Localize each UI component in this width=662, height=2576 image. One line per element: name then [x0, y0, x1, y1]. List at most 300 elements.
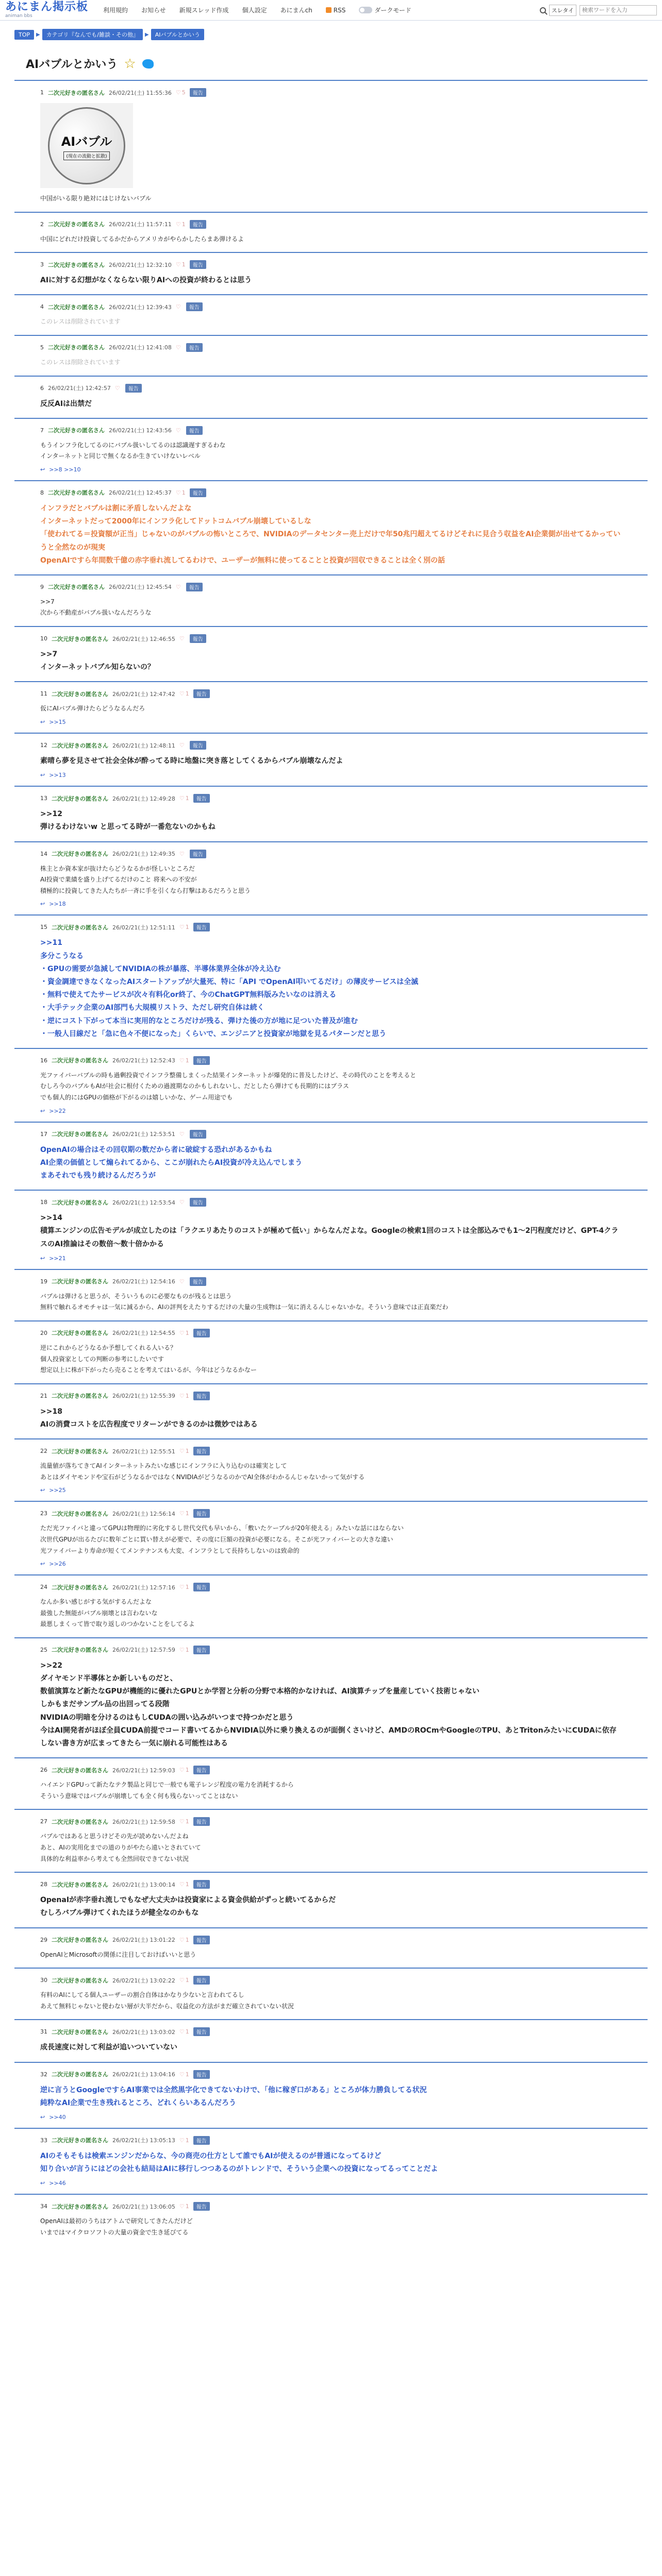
top-navigation	[0, 0, 662, 21]
post-author: 二次元好きの匿名さん	[52, 635, 108, 642]
like-count: 1	[185, 1767, 189, 1774]
image-subtitle: (現在の流動と拡散)	[63, 151, 109, 160]
like-button[interactable]	[115, 385, 121, 392]
post	[14, 914, 648, 1048]
post-body: ただ光ファイバと違ってGPUは物理的に劣化するし世代交代も早いから、「敷いたケーブルが20年使える」みたいな話にはならない 次世代GPUが出るたびに数年ごとに買い替えが必要で、その度に巨額の投資が必要になる。そこが光ファイバーとの大きな違い 光ファイバーより寿命が短くてメンテナンスも大変、インフラとして長持ちしないのは致命的	[40, 1524, 404, 1554]
reply-icon: ↩	[40, 772, 45, 779]
post-number[interactable]: 14	[40, 850, 47, 857]
post-header	[40, 1976, 622, 1985]
heart-icon: ♡	[175, 583, 181, 590]
heart-icon: ♡	[179, 1278, 185, 1285]
like-count: 1	[185, 1936, 189, 1943]
post-date: 26/02/21(土) 13:06:05	[112, 2203, 175, 2210]
chevron-right-icon: ▶	[36, 31, 40, 38]
like-button[interactable]	[179, 742, 186, 749]
report-button[interactable]: 報告	[193, 2136, 210, 2145]
post-date: 26/02/21(土) 12:59:58	[112, 1818, 175, 1825]
post-author: 二次元好きの匿名さん	[52, 1977, 108, 1984]
post-date: 26/02/21(土) 12:41:08	[109, 344, 172, 351]
post-author: 二次元好きの匿名さん	[52, 742, 108, 749]
post-date: 26/02/21(土) 12:54:16	[112, 1278, 175, 1285]
post-author: 二次元好きの匿名さん	[52, 2071, 108, 2078]
report-button[interactable]: 報告	[193, 2027, 210, 2036]
post-number[interactable]: 20	[40, 1329, 47, 1336]
post-number[interactable]: 23	[40, 1510, 47, 1517]
like-button[interactable]	[179, 1937, 189, 1943]
like-button[interactable]	[176, 221, 186, 228]
reply-anchor[interactable]: >>18	[49, 901, 66, 908]
like-button[interactable]	[179, 1057, 189, 1064]
heart-icon: ♡	[179, 2071, 185, 2078]
like-button[interactable]	[179, 1647, 189, 1653]
post-author: 二次元好きの匿名さん	[48, 584, 105, 591]
report-button[interactable]: 報告	[186, 426, 203, 435]
report-button[interactable]: 報告	[193, 2070, 210, 2079]
post-header	[40, 220, 622, 229]
report-button[interactable]: 報告	[190, 741, 206, 750]
post-author: 二次元好きの匿名さん	[52, 690, 108, 698]
post-author: 二次元好きの匿名さん	[52, 2028, 108, 2036]
post-number[interactable]: 30	[40, 1977, 47, 1984]
like-button[interactable]	[176, 261, 186, 268]
post-header	[40, 583, 622, 591]
heart-icon: ♡	[179, 2028, 185, 2036]
report-button[interactable]: 報告	[190, 220, 206, 229]
post-number[interactable]: 10	[40, 635, 47, 642]
report-button[interactable]: 報告	[193, 1880, 210, 1889]
post-author: 二次元好きの匿名さん	[48, 303, 105, 311]
post-number[interactable]: 1	[40, 89, 44, 96]
report-button[interactable]: 報告	[193, 1392, 210, 1400]
post-body: OpenAIの場合はその回収期の数だから者に破綻する恐れがあるかもね AI企業の価値として煽られてるから、ここが崩れたらAI投資が冷え込んでしまう まあそれでも残り続けるんだろうが	[40, 1145, 303, 1180]
post-date: 26/02/21(土) 12:49:35	[112, 851, 175, 858]
reply-anchor[interactable]: >>13	[49, 772, 66, 779]
post-body: 反反AIは出禁だ	[40, 399, 92, 408]
post-image[interactable]	[40, 103, 133, 188]
report-button[interactable]: 報告	[193, 1817, 210, 1826]
post-header	[40, 850, 622, 858]
post-number[interactable]: 22	[40, 1448, 47, 1455]
post	[14, 626, 648, 681]
heart-icon: ♡	[179, 635, 185, 642]
post-header	[40, 426, 622, 435]
post-header	[40, 741, 622, 750]
post-author: 二次元好きの匿名さん	[52, 1881, 108, 1888]
heart-icon: ♡	[179, 924, 185, 931]
post-author: 二次元好きの匿名さん	[52, 2137, 108, 2144]
post-number[interactable]: 4	[40, 303, 44, 311]
like-count: 1	[185, 1646, 189, 1653]
post	[14, 2128, 648, 2194]
site-logo[interactable]	[5, 2, 88, 19]
post-header	[40, 634, 622, 643]
post	[14, 1190, 648, 1269]
reply-anchor[interactable]: >>25	[49, 1487, 66, 1494]
post-date: 26/02/21(土) 12:46:55	[112, 635, 175, 642]
post-number[interactable]: 19	[40, 1278, 47, 1285]
post-number[interactable]: 34	[40, 2203, 47, 2210]
post-number[interactable]: 18	[40, 1199, 47, 1206]
post-body: 中国にどれだけ投資してるかだからアメリカがやらかしたらまあ弾けるよ	[40, 235, 244, 243]
post-header	[40, 1509, 622, 1518]
like-button[interactable]	[179, 1278, 186, 1285]
like-button[interactable]	[179, 795, 189, 802]
like-button[interactable]	[179, 635, 186, 642]
post-number[interactable]: 2	[40, 221, 44, 228]
report-button[interactable]: 報告	[193, 1936, 210, 1944]
post-header	[40, 2136, 622, 2145]
post-author: 二次元好きの匿名さん	[52, 1767, 108, 1774]
nav-terms[interactable]: 利用規約	[103, 7, 128, 14]
nav-rss[interactable]	[319, 7, 353, 14]
post-author: 二次元好きの匿名さん	[52, 1448, 108, 1455]
reply-icon: ↩	[40, 1255, 45, 1262]
post-body: AIのそもそもは検索エンジンだからな、今の商売の仕方として誰でもAIが使えるのが普通になってるけど 知り合いが言うにはどの会社も結局はAIに移行しつつあるのがトレンドで、そういう企業への投資になってるってことだよ	[40, 2151, 438, 2174]
reply-anchor[interactable]: >>22	[49, 1107, 66, 1114]
post-number[interactable]: 17	[40, 1130, 47, 1138]
reply-icon: ↩	[40, 466, 45, 473]
report-button[interactable]: 報告	[193, 1583, 210, 1591]
post-body: バブルではあると思うけどその先が読めないんだよね あと、AIの実用化までの道のりがやたら遠いとされていて 具体的な利益率から考えても全然回収できてない状況	[40, 1833, 201, 1862]
post-author: 二次元好きの匿名さん	[52, 795, 108, 802]
nav-rss-label: RSS	[333, 6, 346, 14]
post-body: 流量値が落ちてきてAIインターネットみたいな感じにインフラに入り込むのは確実として あとはダイヤモンドや宝石がどうなるかではなくNVIDIAがどうなるのかでAI全体がわかるんじゃないかって気がする	[40, 1462, 365, 1481]
heart-icon: ♡	[179, 1448, 185, 1455]
like-button[interactable]	[179, 1584, 189, 1590]
post-number[interactable]: 9	[40, 583, 44, 590]
report-button[interactable]: 報告	[193, 1509, 210, 1518]
reply-anchor[interactable]: >>26	[49, 1561, 66, 1568]
post-number[interactable]: 6	[40, 384, 44, 392]
like-count: 1	[185, 690, 189, 698]
twitter-share-icon[interactable]	[142, 59, 154, 69]
post-date: 26/02/21(土) 12:47:42	[112, 690, 175, 698]
like-button[interactable]	[176, 584, 182, 590]
post-body: >>7 次から不動産がバブル扱いなんだろうな	[40, 598, 152, 617]
post-body: このレスは削除されています	[40, 318, 121, 326]
report-button[interactable]: 報告	[193, 794, 210, 803]
heart-icon: ♡	[175, 303, 181, 311]
like-button[interactable]	[176, 303, 182, 310]
post	[14, 212, 648, 252]
post-number[interactable]: 13	[40, 795, 47, 802]
post-header	[40, 1583, 622, 1591]
post-body: >>12 弾けるわけないw と思ってる時が一番危ないのかもね	[40, 810, 216, 832]
reply-icon: ↩	[40, 2113, 45, 2121]
report-button[interactable]: 報告	[186, 583, 203, 591]
post	[14, 294, 648, 335]
post	[14, 1501, 648, 1574]
post-number[interactable]: 28	[40, 1881, 47, 1888]
nav-animanch[interactable]: あにまんch	[280, 7, 312, 14]
post-author: 二次元好きの匿名さん	[52, 1330, 108, 1337]
post-header	[40, 1130, 622, 1139]
heart-icon: ♡	[114, 384, 120, 392]
like-count: 1	[181, 261, 186, 268]
post-date: 26/02/21(土) 12:54:55	[112, 1330, 175, 1337]
heart-icon: ♡	[179, 1767, 185, 1774]
post-number[interactable]: 5	[40, 344, 44, 351]
heart-icon: ♡	[179, 795, 185, 802]
heart-icon: ♡	[179, 1130, 185, 1138]
post-number[interactable]: 32	[40, 2071, 47, 2078]
post-header	[40, 1198, 622, 1207]
post-author: 二次元好きの匿名さん	[48, 489, 105, 497]
post-number[interactable]: 33	[40, 2137, 47, 2144]
like-count: 1	[185, 795, 189, 802]
post-date: 26/02/21(土) 11:55:36	[109, 89, 172, 96]
post	[14, 574, 648, 626]
nav-news[interactable]: お知らせ	[141, 7, 166, 14]
post-header	[40, 923, 622, 931]
post-author: 二次元好きの匿名さん	[48, 261, 105, 268]
post-header	[40, 1646, 622, 1654]
post	[14, 733, 648, 786]
like-count: 1	[185, 924, 189, 931]
report-button[interactable]: 報告	[190, 1130, 206, 1139]
search-icon[interactable]	[540, 7, 546, 13]
post-header	[40, 2202, 622, 2211]
post-body: >>11 多分こうなる ・GPUの需要が急減してNVIDIAの株が暴落、半導体業界全体が冷え込む ・資金調達できなくなったAIスタートアップが大量死、特に「API でOpenAI叩いてるだけ」の薄皮サービスは全滅 ・無料で使えてたサービスが次々有料化or終了、今のChatGPT無料版みたいなのは消える ・大手テック企業のAI部門も大規模リストラ、ただし研究自体は続く ・逆にコスト下がって本当に実用的なところだけが残る、弾けた後の方が地に足ついた普及が進む ・一般人目線だと「急に色々不便になった」くらいで、エンジニアと投資家が地獄を見るパターンだと思う	[40, 939, 419, 1038]
like-button[interactable]	[179, 1510, 189, 1517]
breadcrumb-top[interactable]: TOP	[14, 30, 34, 40]
reply-links	[40, 1561, 622, 1567]
reply-anchor[interactable]: >>21	[49, 1255, 66, 1262]
report-button[interactable]: 報告	[190, 488, 206, 497]
post-date: 26/02/21(土) 13:01:22	[112, 1937, 175, 1944]
post-number[interactable]: 11	[40, 690, 47, 698]
reply-links	[40, 772, 622, 778]
like-button[interactable]	[176, 489, 186, 496]
reply-anchor[interactable]: >>40	[49, 2113, 66, 2121]
like-button[interactable]	[179, 2028, 189, 2035]
post-number[interactable]: 8	[40, 489, 44, 496]
post-number[interactable]: 12	[40, 742, 47, 749]
like-button[interactable]	[179, 924, 189, 930]
report-button[interactable]: 報告	[193, 1766, 210, 1774]
like-button[interactable]	[176, 344, 182, 351]
nav-new-thread[interactable]: 新規スレッド作成	[179, 7, 229, 14]
like-button[interactable]	[179, 1393, 189, 1399]
post-author: 二次元好きの匿名さん	[52, 1937, 108, 1944]
report-button[interactable]: 報告	[125, 384, 142, 393]
like-count: 1	[181, 221, 186, 228]
post-body: OpenAIは最初のうちはアトムで研究してきたんだけど いまではマイクロソフトの大量の資金で生き延びてる	[40, 2217, 193, 2236]
like-count: 1	[185, 1392, 189, 1399]
breadcrumb-category[interactable]: カテゴリ『なんでも/雑談・その他』	[42, 29, 143, 40]
post-number[interactable]: 16	[40, 1057, 47, 1064]
post-body: インフラだとバブルは割に矛盾しないんだよな インターネットだって2000年にインフラ化してドットコムバブル崩壊しているしな 「使われてる＝投資額が正当」じゃないのがバブルの怖いところで、NVIDIAのデータセンター売上だけで年50兆円超えてるけどそれに見合う収益をAI企業側が出せてるかっていうと全然なのが現実 OpenAIですら年間数千億の赤字垂れ流してるわけで、ユーザーが無料に使ってることと投資が回収できることは全く別の話	[40, 504, 621, 565]
post-number[interactable]: 24	[40, 1584, 47, 1591]
like-button[interactable]	[179, 2203, 189, 2210]
like-button[interactable]	[179, 1977, 189, 1984]
like-count: 1	[185, 2203, 189, 2210]
post-number[interactable]: 26	[40, 1767, 47, 1774]
post-date: 26/02/21(土) 13:05:13	[112, 2137, 175, 2144]
post-body: 有料のAIにしてる個人ユーザーの割合自体はかなり少ないと言われてるし あえて無料じゃないと使わない層が大半だから、収益化の方法がまだ確立されていない状況	[40, 1991, 294, 2010]
like-button[interactable]	[179, 1818, 189, 1825]
search-mode-select[interactable]: スレタイ	[549, 5, 576, 16]
heart-icon: ♡	[175, 89, 181, 96]
report-button[interactable]: 報告	[190, 850, 206, 858]
post-header	[40, 1392, 622, 1400]
post-body: >>18 AIの消費コストを広告程度でリターンができるのかは微妙ではある	[40, 1407, 258, 1429]
dark-mode-toggle[interactable]	[352, 6, 418, 14]
post-date: 26/02/21(土) 12:42:57	[48, 385, 111, 392]
heart-icon: ♡	[175, 344, 181, 351]
post-date: 26/02/21(土) 12:55:51	[112, 1448, 175, 1455]
post	[14, 2062, 648, 2128]
post-header	[40, 1880, 622, 1889]
post-author: 二次元好きの匿名さん	[52, 2203, 108, 2210]
post-number[interactable]: 25	[40, 1646, 47, 1653]
like-button[interactable]	[179, 851, 186, 857]
breadcrumb-thread[interactable]: AIバブルとかいう	[151, 29, 204, 40]
post	[14, 681, 648, 733]
like-button[interactable]	[176, 427, 182, 434]
post	[14, 1269, 648, 1320]
report-button[interactable]: 報告	[193, 1976, 210, 1985]
post-date: 26/02/21(土) 12:45:54	[109, 584, 172, 591]
nav-settings[interactable]: 個人設定	[242, 7, 267, 14]
post-number[interactable]: 27	[40, 1818, 47, 1825]
report-button[interactable]: 報告	[190, 1198, 206, 1207]
like-button[interactable]	[179, 690, 189, 697]
post	[14, 1048, 648, 1122]
site-logo-subtext: animan bbs	[5, 13, 32, 19]
reply-anchor[interactable]: >>8 >>10	[49, 466, 81, 473]
like-count: 1	[185, 1329, 189, 1336]
post	[14, 1872, 648, 1927]
post-author: 二次元好きの匿名さん	[52, 1584, 108, 1591]
post	[14, 1927, 648, 1968]
search-input[interactable]	[580, 5, 657, 15]
site-logo-text: あにまん掲示板	[5, 1, 89, 13]
like-button[interactable]	[179, 2137, 189, 2144]
post-number[interactable]: 7	[40, 427, 44, 434]
post-date: 26/02/21(土) 11:57:11	[109, 221, 172, 228]
like-button[interactable]	[176, 89, 186, 96]
post-header	[40, 343, 622, 352]
heart-icon: ♡	[179, 1818, 185, 1825]
post-author: 二次元好きの匿名さん	[52, 1393, 108, 1400]
post-body: OpenAIとMicrosoftの関係に注目しておけばいいと思う	[40, 1951, 196, 1958]
post-body: ハイエンドGPUって新たなテク製品と同じで一般でも電子レンジ程度の電力を消耗するから そういう意味ではバブルが崩壊しても全く何も残らないってことはない	[40, 1781, 294, 1800]
like-count: 1	[185, 1448, 189, 1455]
like-count: 1	[185, 1510, 189, 1517]
reply-links	[40, 2180, 622, 2187]
heart-icon: ♡	[179, 2203, 185, 2210]
post-body: このレスは削除されています	[40, 358, 121, 366]
reply-icon: ↩	[40, 719, 45, 726]
post-body: >>7 インターネットバブル知らないの？	[40, 650, 155, 672]
report-button[interactable]: 報告	[186, 302, 203, 311]
favorite-star-icon[interactable]: ☆	[124, 56, 136, 72]
reply-anchor[interactable]: >>15	[49, 719, 66, 726]
breadcrumb	[0, 21, 662, 44]
post-number[interactable]: 15	[40, 924, 47, 931]
post-body: OpenaIが赤字垂れ流しでもなぜ大丈夫かは投資家による資金供給がずっと続いてるからだ むしろバブル弾けてくれたほうが健全なのかもな	[40, 1896, 336, 1918]
report-button[interactable]: 報告	[193, 1329, 210, 1337]
post-header	[40, 689, 622, 698]
like-button[interactable]	[179, 1131, 186, 1138]
post-body: なんか多い感じがする気がするんだよな 最強した無能がバブル崩壊とは言わないな 最悪しまくって皆で取り返しのつかないことをしてるよ	[40, 1598, 195, 1628]
post-body: 仮にAIバブル弾けたらどうなるんだろ	[40, 705, 145, 713]
report-button[interactable]: 報告	[190, 88, 206, 97]
heart-icon: ♡	[179, 1199, 185, 1206]
post-author: 二次元好きの匿名さん	[52, 1647, 108, 1654]
reply-links	[40, 1487, 622, 1494]
post-number[interactable]: 3	[40, 261, 44, 268]
like-count: 1	[185, 2028, 189, 2036]
report-button[interactable]: 報告	[193, 1056, 210, 1065]
like-button[interactable]	[179, 1199, 186, 1206]
thread-posts	[0, 80, 662, 2245]
post-author: 二次元好きの匿名さん	[48, 221, 105, 228]
report-button[interactable]: 報告	[193, 923, 210, 931]
report-button[interactable]: 報告	[193, 1646, 210, 1654]
reply-links	[40, 466, 622, 473]
post-date: 26/02/21(土) 12:51:11	[112, 924, 175, 931]
post-date: 26/02/21(土) 12:49:28	[112, 795, 175, 802]
report-button[interactable]: 報告	[190, 634, 206, 643]
report-button[interactable]: 報告	[186, 343, 203, 352]
report-button[interactable]: 報告	[193, 2202, 210, 2211]
search-box	[540, 5, 657, 16]
image-title: AIバブル	[61, 134, 112, 149]
reply-icon: ↩	[40, 1561, 45, 1568]
post-header	[40, 260, 622, 269]
like-count: 1	[185, 2071, 189, 2078]
post-author: 二次元好きの匿名さん	[48, 89, 105, 96]
report-button[interactable]: 報告	[190, 260, 206, 269]
like-count: 1	[185, 1057, 189, 1064]
post-number[interactable]: 29	[40, 1936, 47, 1943]
heart-icon: ♡	[179, 1510, 185, 1517]
like-button[interactable]	[179, 1448, 189, 1454]
heart-icon: ♡	[179, 1392, 185, 1399]
post-number[interactable]: 31	[40, 2028, 47, 2036]
post	[14, 376, 648, 418]
post-header	[40, 2070, 622, 2079]
post-body: 成長速度に対して利益が追いついていない	[40, 2043, 177, 2052]
report-button[interactable]: 報告	[190, 1277, 206, 1286]
post-date: 26/02/21(土) 12:59:03	[112, 1767, 175, 1774]
post-number[interactable]: 21	[40, 1392, 47, 1399]
report-button[interactable]: 報告	[193, 689, 210, 698]
post-author: 二次元好きの匿名さん	[52, 924, 108, 931]
post-header	[40, 1056, 622, 1065]
post-header	[40, 1277, 622, 1286]
like-button[interactable]	[179, 1881, 189, 1888]
post-date: 26/02/21(土) 13:02:22	[112, 1977, 175, 1984]
reply-links	[40, 1108, 622, 1114]
heart-icon: ♡	[175, 221, 181, 228]
like-button[interactable]	[179, 1330, 189, 1336]
like-button[interactable]	[179, 2071, 189, 2078]
reply-anchor[interactable]: >>46	[49, 2180, 66, 2187]
post-date: 26/02/21(土) 12:53:54	[112, 1199, 175, 1206]
post-date: 26/02/21(土) 12:56:14	[112, 1510, 175, 1517]
like-count: 1	[181, 489, 186, 496]
reply-icon: ↩	[40, 1487, 45, 1494]
like-count: 5	[181, 89, 186, 96]
like-button[interactable]	[179, 1767, 189, 1773]
post-body: もうインフラ化してるのにバブル扱いしてるのは認識遅すぎるわな インターネットと同じで無くなるか生きていけないレベル	[40, 441, 226, 460]
post	[14, 1809, 648, 1872]
toggle-switch-icon	[359, 7, 372, 13]
report-button[interactable]: 報告	[193, 1447, 210, 1455]
